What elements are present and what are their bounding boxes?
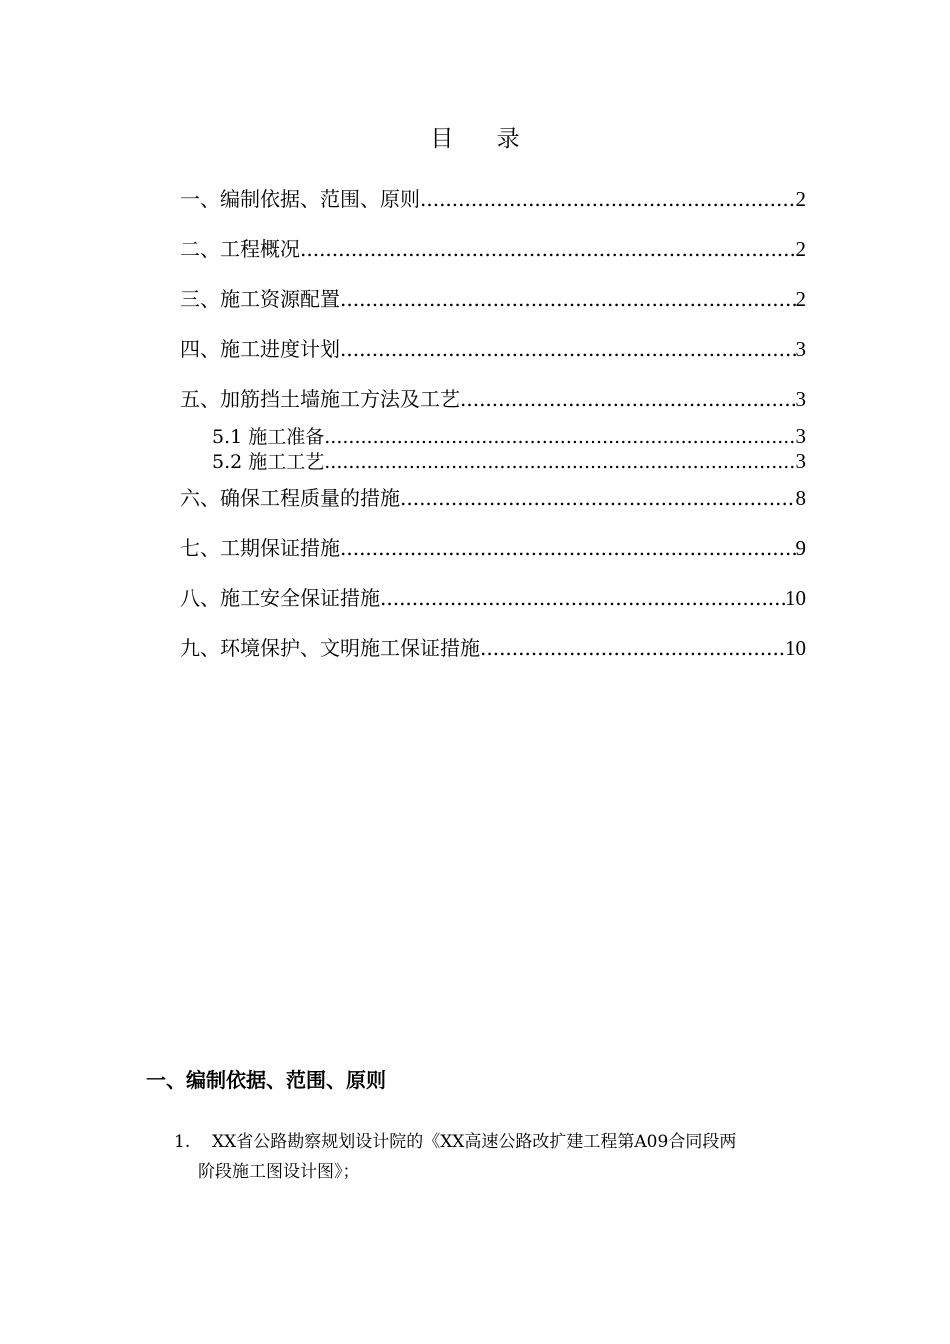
toc-entry-label: 六、确保工程质量的措施 — [180, 486, 400, 510]
list-item-text-line2: 阶段施工图设计图》； — [198, 1162, 360, 1182]
toc-entry-page: 2 — [795, 287, 806, 311]
toc-entry-label: 五、加筋挡土墙施工方法及工艺 — [180, 387, 460, 411]
toc-leader-dots — [324, 425, 795, 449]
toc-title: 目 录 — [430, 126, 538, 152]
toc-entry-label: 四、施工进度计划 — [180, 337, 340, 361]
toc-entry-page: 8 — [795, 486, 806, 510]
toc-entry[interactable] — [180, 635, 806, 661]
toc-entry[interactable] — [180, 336, 806, 362]
toc-subentry[interactable] — [212, 449, 806, 474]
toc-entry-page: 3 — [795, 449, 806, 473]
toc-entry-label: 八、施工安全保证措施 — [180, 586, 380, 610]
toc-leader-dots — [400, 485, 796, 511]
toc-leader-dots — [380, 585, 785, 611]
toc-leader-dots — [420, 186, 796, 212]
toc-entry[interactable] — [180, 585, 806, 611]
toc-entry-label: 5.2 施工工艺 — [212, 451, 325, 473]
toc-entry[interactable] — [180, 236, 806, 262]
list-item — [174, 1127, 814, 1187]
toc-leader-dots — [340, 286, 796, 312]
toc-entry-page: 10 — [785, 636, 806, 660]
toc-entry-label: 一、编制依据、范围、原则 — [180, 187, 420, 211]
toc-entry-label: 5.1 施工准备 — [212, 426, 325, 448]
toc-entry-page: 3 — [795, 387, 806, 411]
toc-entry-page: 3 — [795, 337, 806, 361]
toc-entry-label: 二、工程概况 — [180, 237, 300, 261]
toc-entry-page: 2 — [795, 187, 806, 211]
toc-entry[interactable] — [180, 386, 806, 412]
toc-entry-label: 三、施工资源配置 — [180, 287, 340, 311]
toc-entry-page: 9 — [795, 536, 806, 560]
section-heading: 一、编制依据、范围、原则 — [146, 1068, 386, 1092]
toc-leader-dots — [480, 635, 785, 661]
list-item-number: 1. — [174, 1132, 191, 1152]
toc-entry[interactable] — [180, 286, 806, 312]
toc-entry[interactable] — [180, 535, 806, 561]
toc-leader-dots — [340, 535, 796, 561]
list-item-text-line1: XX省公路勘察规划设计院的《XX高速公路改扩建工程第A09合同段两 — [212, 1132, 737, 1152]
toc-entry-page: 2 — [795, 237, 806, 261]
toc-entry[interactable] — [180, 186, 806, 212]
toc-leader-dots — [340, 336, 796, 362]
toc-entry-page: 3 — [795, 424, 806, 448]
toc-leader-dots — [324, 450, 795, 474]
toc-leader-dots — [300, 236, 796, 262]
toc-leader-dots — [460, 386, 796, 412]
toc-entry[interactable] — [180, 485, 806, 511]
toc-entry-label: 七、工期保证措施 — [180, 536, 340, 560]
toc-subentry[interactable] — [212, 424, 806, 449]
toc-entry-label: 九、环境保护、文明施工保证措施 — [180, 636, 480, 660]
toc-entry-page: 10 — [785, 586, 806, 610]
